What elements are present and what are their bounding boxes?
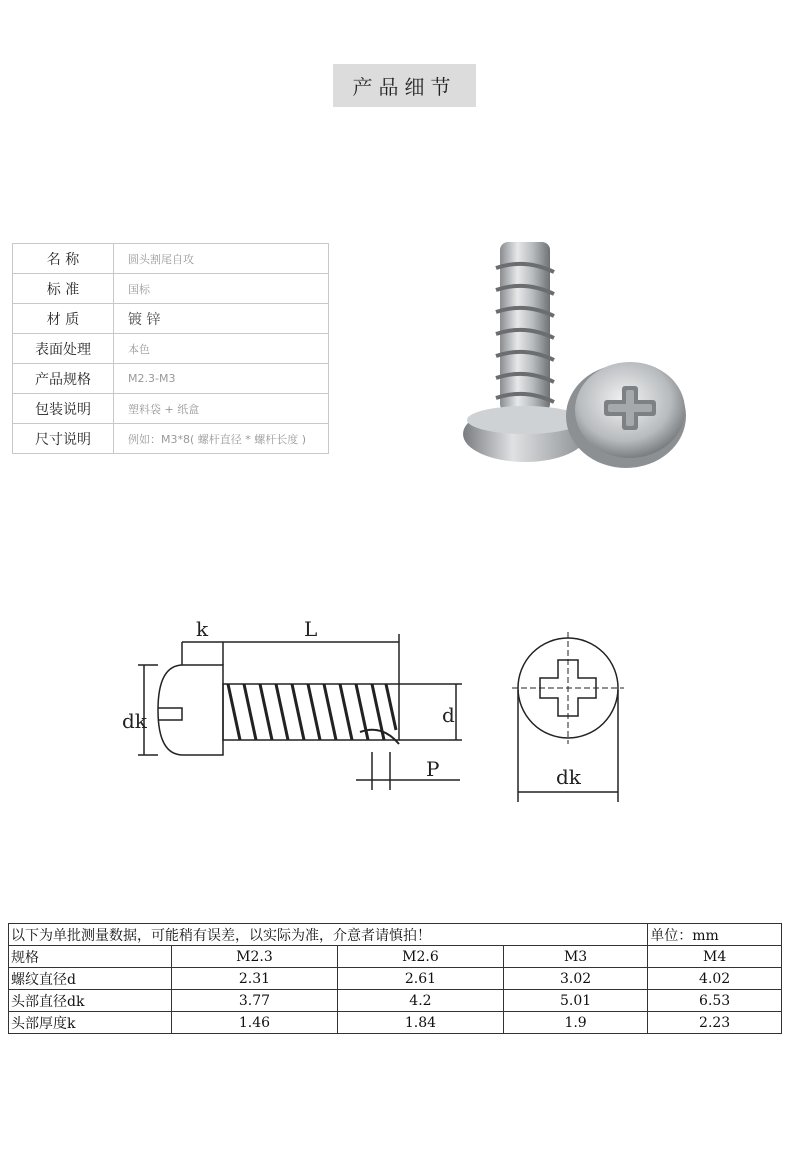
label-k: k (196, 617, 209, 641)
row-label: 头部直径dk (9, 990, 172, 1012)
label-P: P (426, 757, 440, 781)
cell-value: 4.2 (337, 990, 503, 1012)
cell-value: 3.77 (172, 990, 338, 1012)
spec-key: 尺寸说明 (13, 424, 114, 454)
table-row (9, 1012, 782, 1034)
spec-value: 国标 (114, 274, 329, 304)
spec-value: 圆头割尾自攻 (114, 244, 329, 274)
measurement-table (8, 923, 782, 1034)
spec-value: 塑料袋 + 纸盒 (114, 394, 329, 424)
cell-value: 2.23 (648, 1012, 782, 1034)
cell-value: 5.01 (503, 990, 647, 1012)
cell-value: 2.31 (172, 968, 338, 990)
screw-head-outline (158, 665, 223, 755)
row-label: 头部厚度k (9, 1012, 172, 1034)
technical-drawing (120, 612, 640, 807)
spec-key: 产品规格 (13, 364, 114, 394)
cell-value: 4.02 (648, 968, 782, 990)
table-header-row (9, 946, 782, 968)
unit-label: 单位：mm (648, 924, 782, 946)
header-cell: M4 (648, 946, 782, 968)
spec-value: 例如：M3*8( 螺杆直径 * 螺杆长度 ) (114, 424, 329, 454)
table-row (9, 968, 782, 990)
spec-row-material (13, 304, 329, 334)
spec-key: 名 称 (13, 244, 114, 274)
product-photo (418, 228, 708, 496)
cell-value: 2.61 (337, 968, 503, 990)
spec-row-name (13, 244, 329, 274)
cell-value: 6.53 (648, 990, 782, 1012)
spec-key: 包装说明 (13, 394, 114, 424)
spec-key: 材 质 (13, 304, 114, 334)
label-d: d (442, 703, 455, 727)
spec-table (12, 243, 329, 454)
header-cell: M3 (503, 946, 647, 968)
spec-row-packing (13, 394, 329, 424)
section-title: 产品细节 (333, 64, 476, 107)
spec-key: 标 准 (13, 274, 114, 304)
row-label: 螺纹直径d (9, 968, 172, 990)
label-L: L (304, 617, 318, 641)
thread-lines (228, 684, 396, 740)
spec-row-standard (13, 274, 329, 304)
label-dk-side: dk (122, 709, 147, 733)
label-dk-top: dk (556, 765, 581, 789)
header-cell: M2.3 (172, 946, 338, 968)
spec-value: M2.3-M3 (114, 364, 329, 394)
spec-key: 表面处理 (13, 334, 114, 364)
cell-value: 1.84 (337, 1012, 503, 1034)
cell-value: 3.02 (503, 968, 647, 990)
spec-value: 本色 (114, 334, 329, 364)
spec-row-dimension (13, 424, 329, 454)
cell-value: 1.9 (503, 1012, 647, 1034)
spec-row-surface (13, 334, 329, 364)
cell-value: 1.46 (172, 1012, 338, 1034)
note-row (9, 924, 782, 946)
spec-value: 镀 锌 (114, 304, 329, 334)
table-row (9, 990, 782, 1012)
header-cell: M2.6 (337, 946, 503, 968)
measurement-note: 以下为单批测量数据，可能稍有误差，以实际为准，介意者请慎拍！ (9, 924, 648, 946)
header-cell: 规格 (9, 946, 172, 968)
spec-row-size (13, 364, 329, 394)
